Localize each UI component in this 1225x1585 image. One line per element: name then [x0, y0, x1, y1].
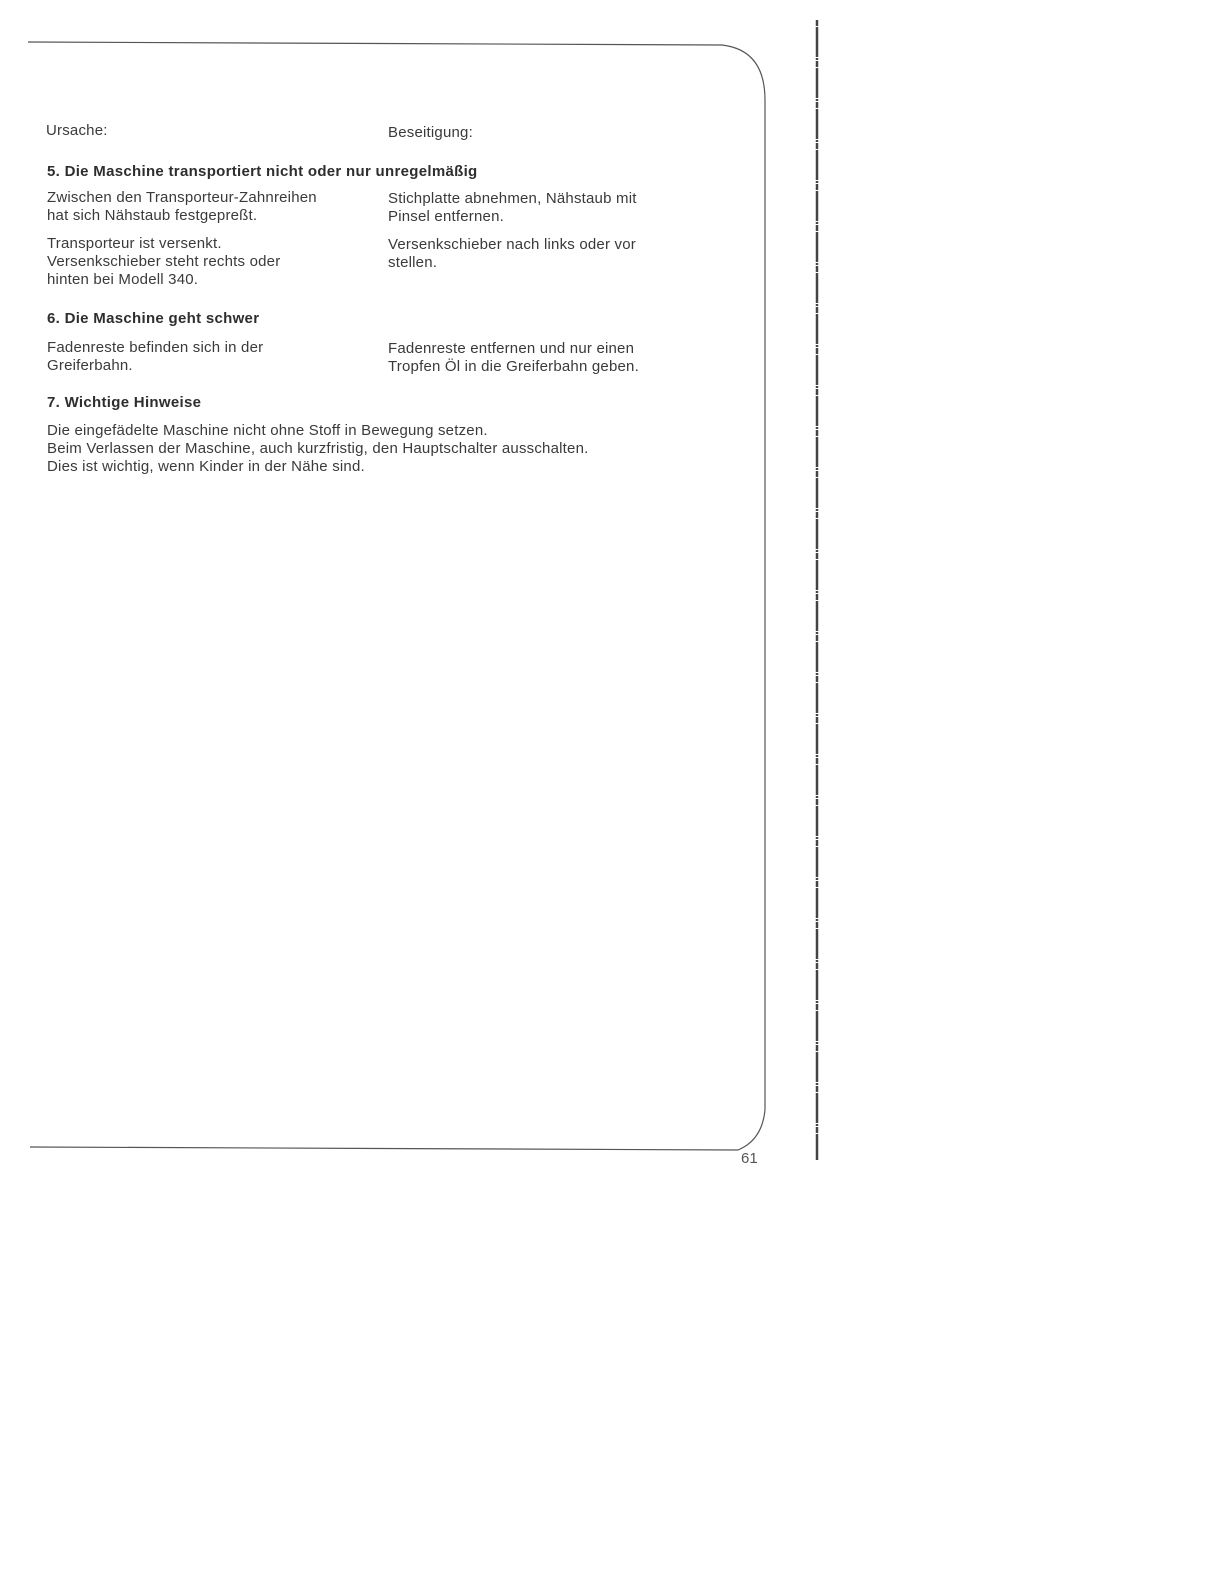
fix-text: Versenkschieber nach links oder vor stellen. [388, 236, 636, 271]
fix-text: Fadenreste entfernen und nur einen Tropfen Öl in die Greiferbahn geben. [388, 340, 639, 375]
fix-column-header: Beseitigung: [388, 124, 473, 141]
section-heading: 6. Die Maschine geht schwer [47, 310, 260, 327]
notes-paragraph: Die eingefädelte Maschine nicht ohne Stoff in Bewegung setzen. Beim Verlassen der Maschine, auch kurzfristig, den Hauptschalter ausschalten. Dies ist wichtig, wenn Kinder in der Nähe sind. [47, 422, 589, 475]
cause-text: Transporteur ist versenkt. Versenkschieber steht rechts oder hinten bei Modell 340. [47, 235, 281, 288]
section-heading: 7. Wichtige Hinweise [47, 394, 202, 411]
section-heading: 5. Die Maschine transportiert nicht oder nur unregelmäßig [47, 163, 478, 180]
cause-text: Fadenreste befinden sich in der Greiferbahn. [47, 339, 264, 374]
page-number: 61 [741, 1150, 758, 1167]
cause-column-header: Ursache: [46, 122, 108, 139]
fix-text: Stichplatte abnehmen, Nähstaub mit Pinsel entfernen. [388, 190, 637, 225]
cause-text: Zwischen den Transporteur-Zahnreihen hat sich Nähstaub festgepreßt. [47, 189, 317, 224]
